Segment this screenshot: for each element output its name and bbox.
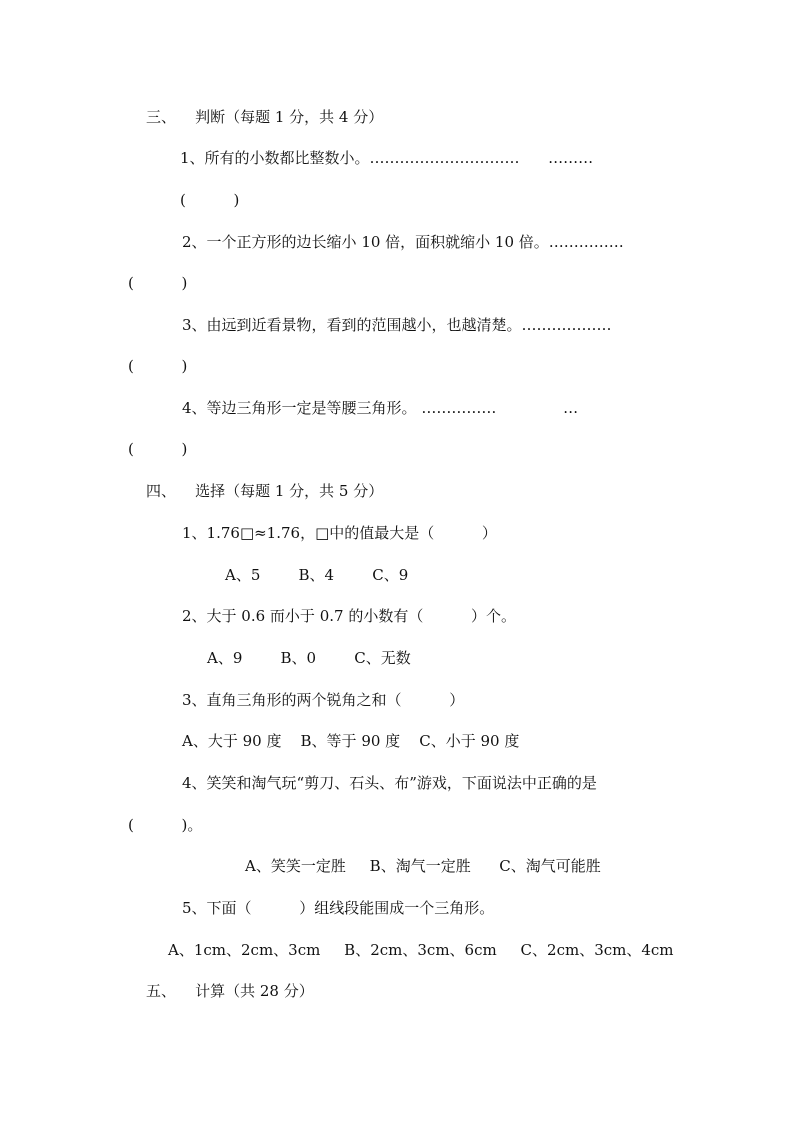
judge-q2-text: 2、一个正方形的边长缩小 10 倍，面积就缩小 10 倍。…………… (182, 233, 624, 251)
judge-q3-text: 3、由远到近看景物，看到的范围越小，也越清楚。……………… (182, 316, 612, 334)
choice-q2-text: 2、大于 0.6 而小于 0.7 的小数有（ ）个。 (182, 607, 517, 625)
choice-q1-text: 1、1.76□≈1.76，□中的值最大是（ ） (182, 524, 497, 542)
choice-q4-options: A、笑笑一定胜 B、淘气一定胜 C、淘气可能胜 (245, 857, 601, 875)
judge-q1-answer-blank: ( ) (180, 191, 240, 209)
section3-heading: 三、 判断（每题 1 分，共 4 分） (146, 108, 384, 126)
choice-q1-options: A、5 B、4 C、9 (225, 566, 409, 584)
judge-q2-answer-blank: ( ) (128, 274, 188, 292)
choice-q5-text: 5、下面（ ）组线段能围成一个三角形。 (182, 899, 495, 917)
judge-q1-text: 1、所有的小数都比整数小。………………………… ……… (180, 149, 594, 167)
judge-q4-text: 4、等边三角形一定是等腰三角形。 …………… … (182, 399, 579, 417)
judge-q3-answer-blank: ( ) (128, 357, 188, 375)
choice-q2-options: A、9 B、0 C、无数 (207, 649, 411, 667)
choice-q3-text: 3、直角三角形的两个锐角之和（ ） (182, 691, 465, 709)
section4-heading: 四、 选择（每题 1 分，共 5 分） (146, 482, 384, 500)
choice-q5-options: A、1cm、2cm、3cm B、2cm、3cm、6cm C、2cm、3cm、4cm (168, 941, 674, 959)
choice-q4-answer-blank: ( )。 (128, 816, 203, 834)
section5-heading: 五、 计算（共 28 分） (146, 982, 314, 1000)
judge-q4-answer-blank: ( ) (128, 440, 188, 458)
choice-q3-options: A、大于 90 度 B、等于 90 度 C、小于 90 度 (182, 732, 520, 750)
choice-q4-text: 4、笑笑和淘气玩“剪刀、石头、布”游戏，下面说法中正确的是 (182, 774, 597, 792)
